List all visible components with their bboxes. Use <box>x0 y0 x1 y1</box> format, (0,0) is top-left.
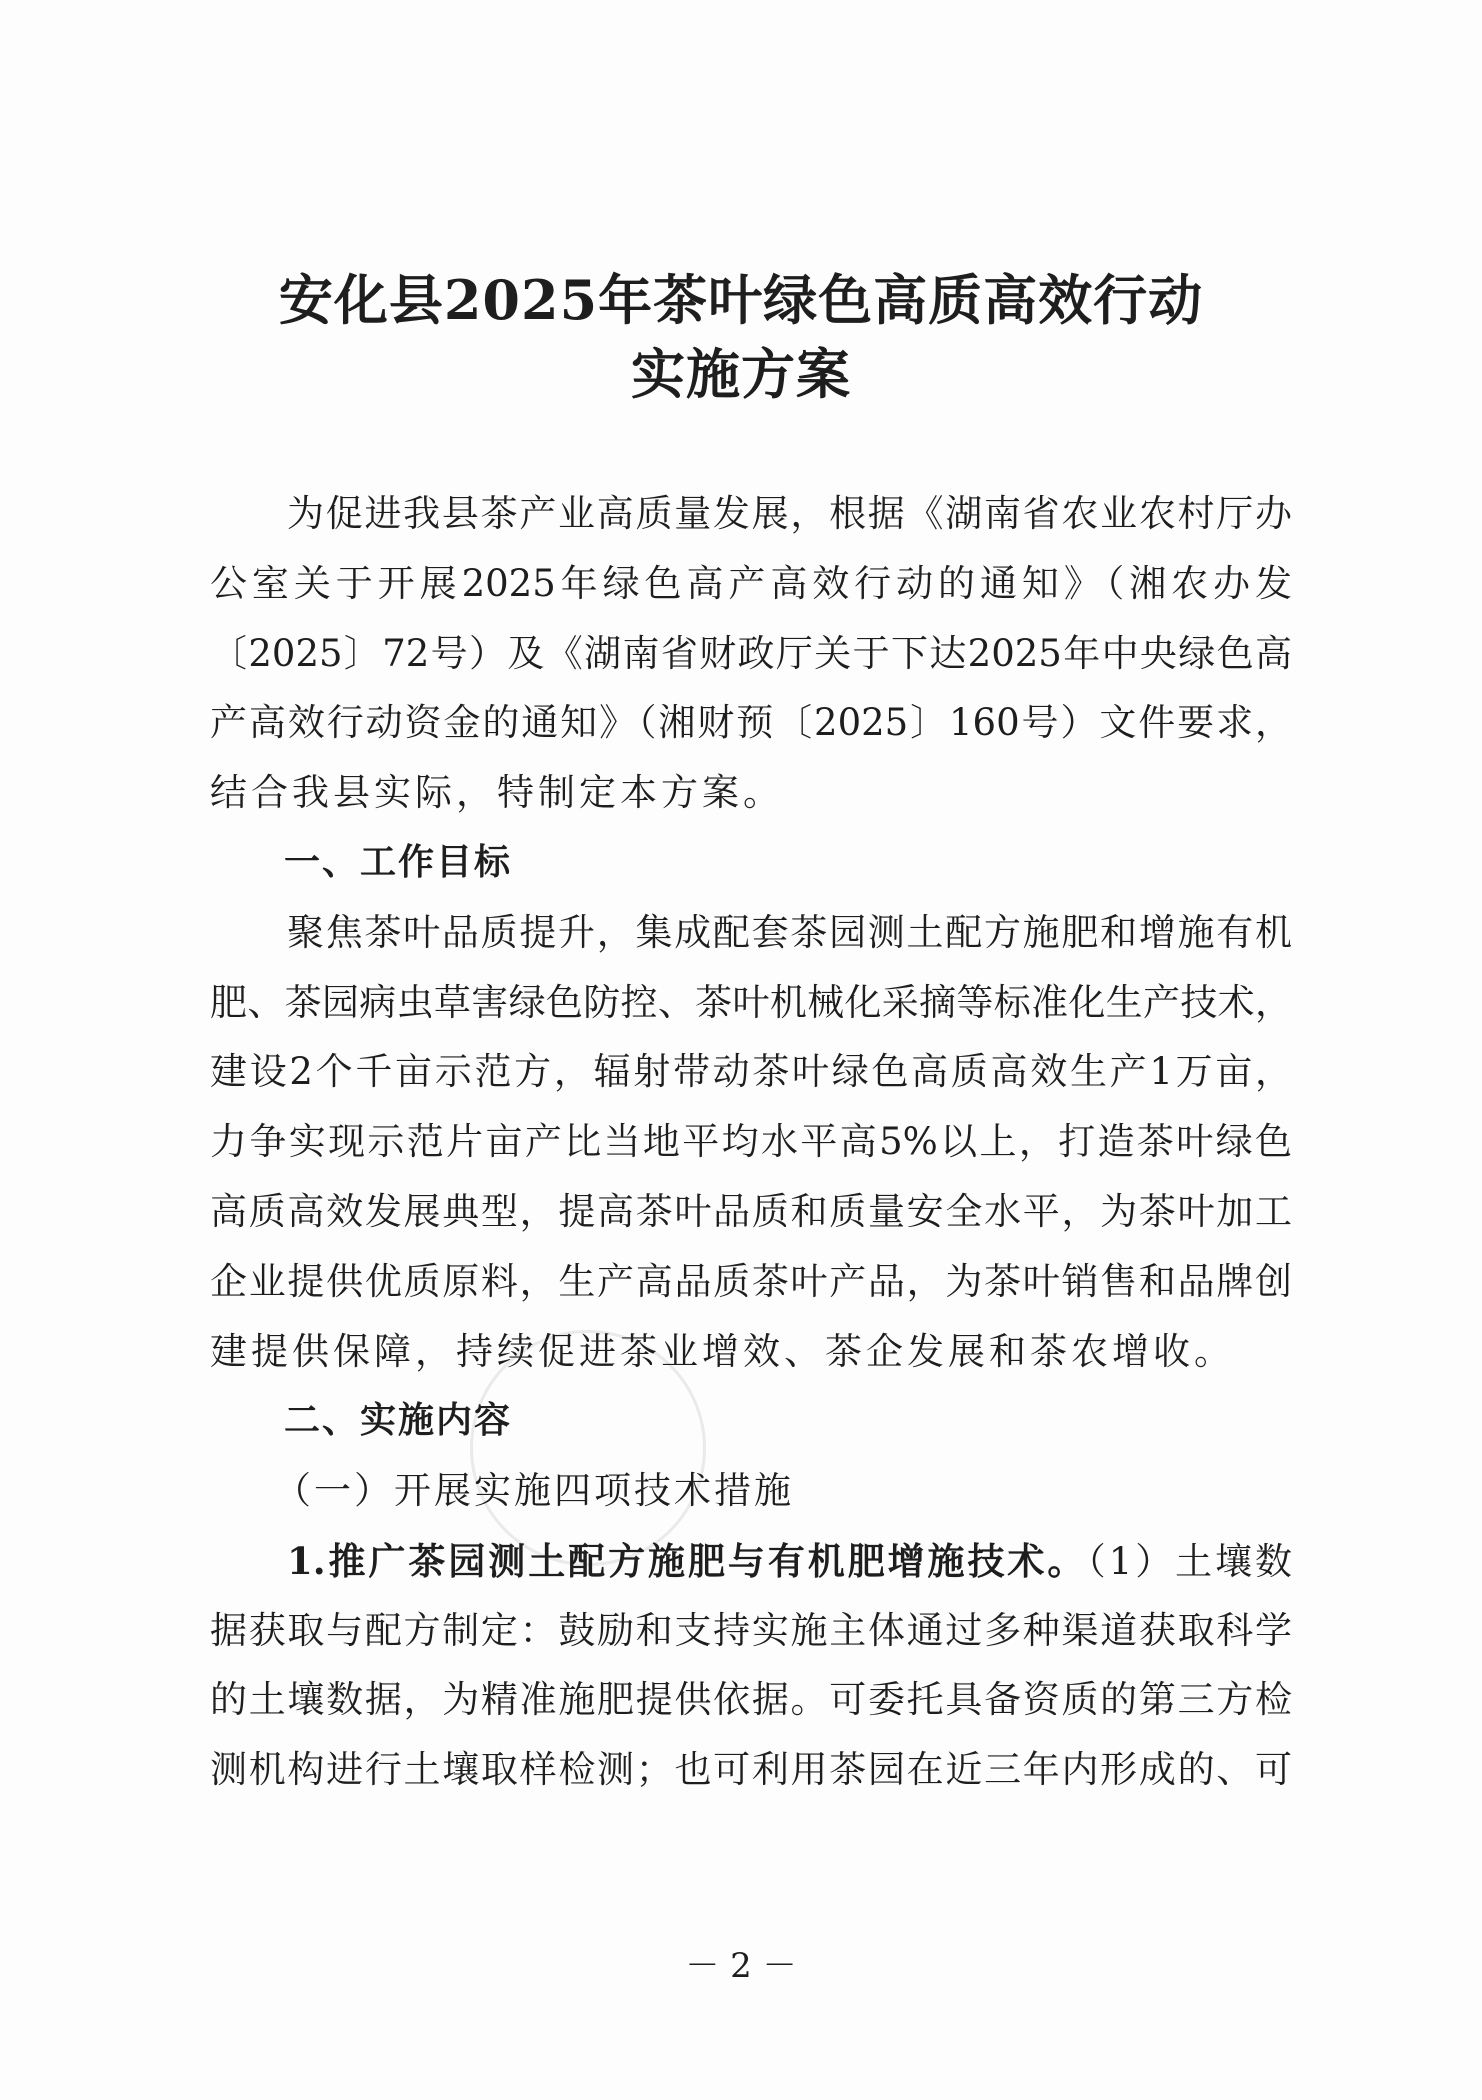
section2-line: 测机构进行土壤取样检测；也可利用茶园在近三年内形成的、可 <box>210 1748 1292 1791</box>
section2-heading: 二、实施内容 <box>284 1400 513 1441</box>
section2-line: 的土壤数据，为精准施肥提供依据。可委托具备资质的第三方检 <box>210 1678 1292 1721</box>
section1-line: 肥、茶园病虫草害绿色防控、茶叶机械化采摘等标准化生产技术， <box>210 981 1292 1024</box>
page-number: － 2 － <box>685 1946 797 1986</box>
document-title-line1: 安化县2025年茶叶绿色高质高效行动 <box>278 268 1204 332</box>
section2-subheading: （一）开展实施四项技术措施 <box>274 1469 794 1512</box>
intro-line: 结合我县实际，特制定本方案。 <box>210 771 784 814</box>
section1-heading: 一、工作目标 <box>284 842 513 883</box>
section1-line: 高质高效发展典型，提高茶叶品质和质量安全水平，为茶叶加工 <box>210 1190 1292 1233</box>
section1-line: 建设2个千亩示范方，辐射带动茶叶绿色高质高效生产1万亩， <box>210 1050 1292 1093</box>
section1-line: 建提供保障，持续促进茶业增效、茶企发展和茶农增收。 <box>210 1330 1235 1373</box>
item1-rest: （1）土壤数 <box>1087 1540 1293 1583</box>
item1-bold-title: 1.推广茶园测土配方施肥与有机肥增施技术。 <box>287 1539 1088 1583</box>
section2-line: 据获取与配方制定：鼓励和支持实施主体通过多种渠道获取科学 <box>210 1609 1292 1652</box>
intro-line: 〔2025〕72号）及《湖南省财政厅关于下达2025年中央绿色高 <box>210 632 1292 675</box>
section1-line: 力争实现示范片亩产比当地平均水平高5%以上，打造茶叶绿色 <box>210 1120 1292 1163</box>
section2-item1-first-line <box>287 1539 1292 1584</box>
intro-line: 为促进我县茶产业高质量发展，根据《湖南省农业农村厅办 <box>287 492 1292 535</box>
intro-line: 产高效行动资金的通知》（湘财预〔2025〕160号）文件要求， <box>210 701 1292 744</box>
document-title-line2: 实施方案 <box>631 342 851 406</box>
section1-line: 聚焦茶叶品质提升，集成配套茶园测土配方施肥和增施有机 <box>287 911 1292 954</box>
section1-line: 企业提供优质原料，生产高品质茶叶产品，为茶叶销售和品牌创 <box>210 1260 1292 1303</box>
intro-line: 公室关于开展2025年绿色高产高效行动的通知》（湘农办发 <box>210 562 1292 605</box>
